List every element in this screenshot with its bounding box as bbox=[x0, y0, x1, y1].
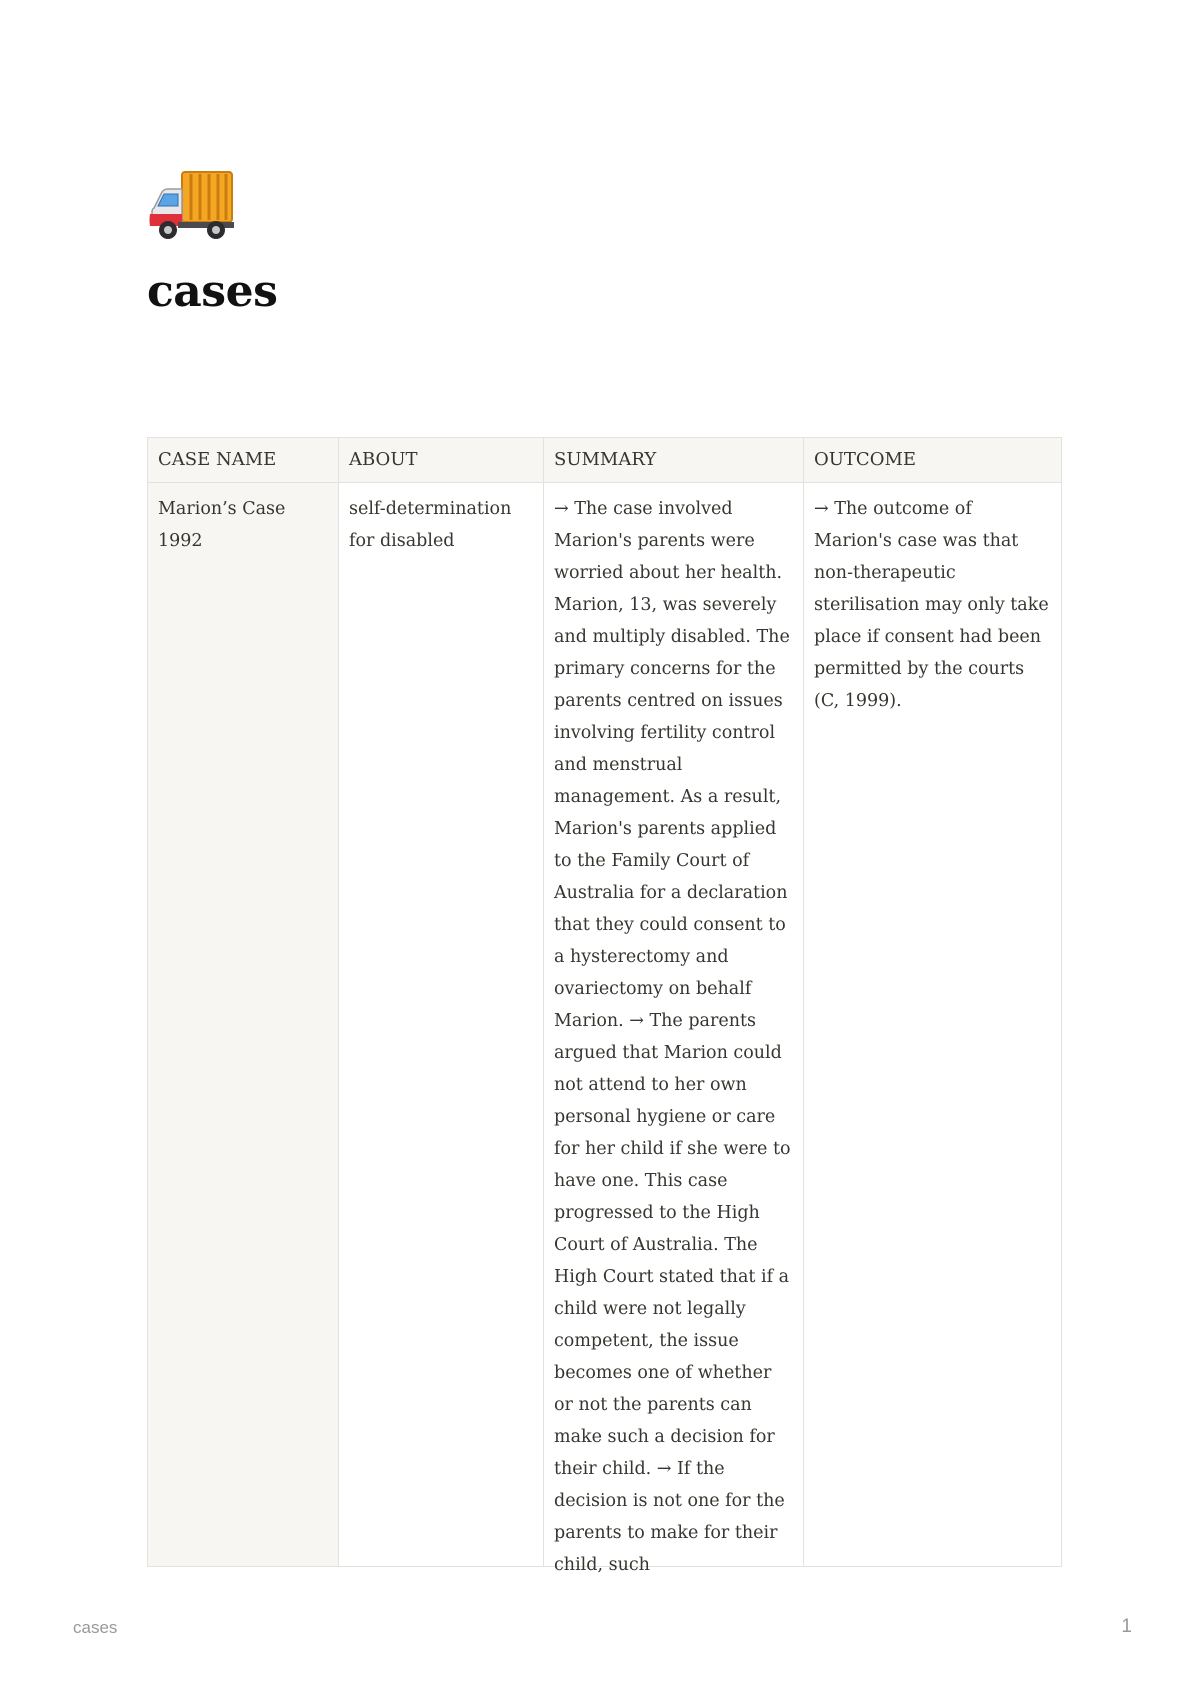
cell-case-name[interactable] bbox=[148, 483, 339, 1567]
footer-page-number: 1 bbox=[1121, 1616, 1132, 1637]
table-header-row bbox=[148, 438, 1062, 483]
table-row bbox=[148, 483, 1062, 1567]
page-title: cases bbox=[147, 266, 278, 317]
footer-document-title: cases bbox=[73, 1618, 118, 1637]
outcome-text: → The outcome of Marion's case was that non-therapeutic sterilisation may only take place if consent had been permitted by the courts (C, 1999). bbox=[814, 499, 1049, 711]
column-header-summary[interactable]: SUMMARY bbox=[544, 438, 804, 483]
cell-about[interactable] bbox=[339, 483, 544, 1567]
about-text: self-determination for disabled bbox=[349, 499, 512, 551]
cell-outcome[interactable] bbox=[804, 483, 1062, 1567]
case-name-text: Marion’s Case 1992 bbox=[158, 499, 286, 551]
column-header-about[interactable]: ABOUT bbox=[339, 438, 544, 483]
cases-table bbox=[147, 437, 1062, 1575]
delivery-truck-icon bbox=[148, 170, 234, 242]
column-header-case-name[interactable]: CASE NAME bbox=[148, 438, 339, 483]
summary-text: → The case involved Marion's parents were worried about her health. Marion, 13, was severely and multiply disabled. The primary concerns for the parents centred on issues involving fertility control and menstrual management. As a result, Marion's parents applied to the Family Court of Australia for a declaration that they could consent to a hysterectomy and ovariectomy on behalf Marion. → The parents argued that Marion could not attend to her own personal hygiene or care for her child if she were to have one. This case progressed to the High Court of Australia. The High Court stated that if a child were not legally competent, the issue becomes one of whether or not the parents can make such a decision for their child. → If the decision is not one for the parents to make for their child, such bbox=[554, 499, 791, 1575]
cell-summary[interactable] bbox=[544, 483, 804, 1575]
column-header-outcome[interactable]: OUTCOME bbox=[804, 438, 1062, 483]
